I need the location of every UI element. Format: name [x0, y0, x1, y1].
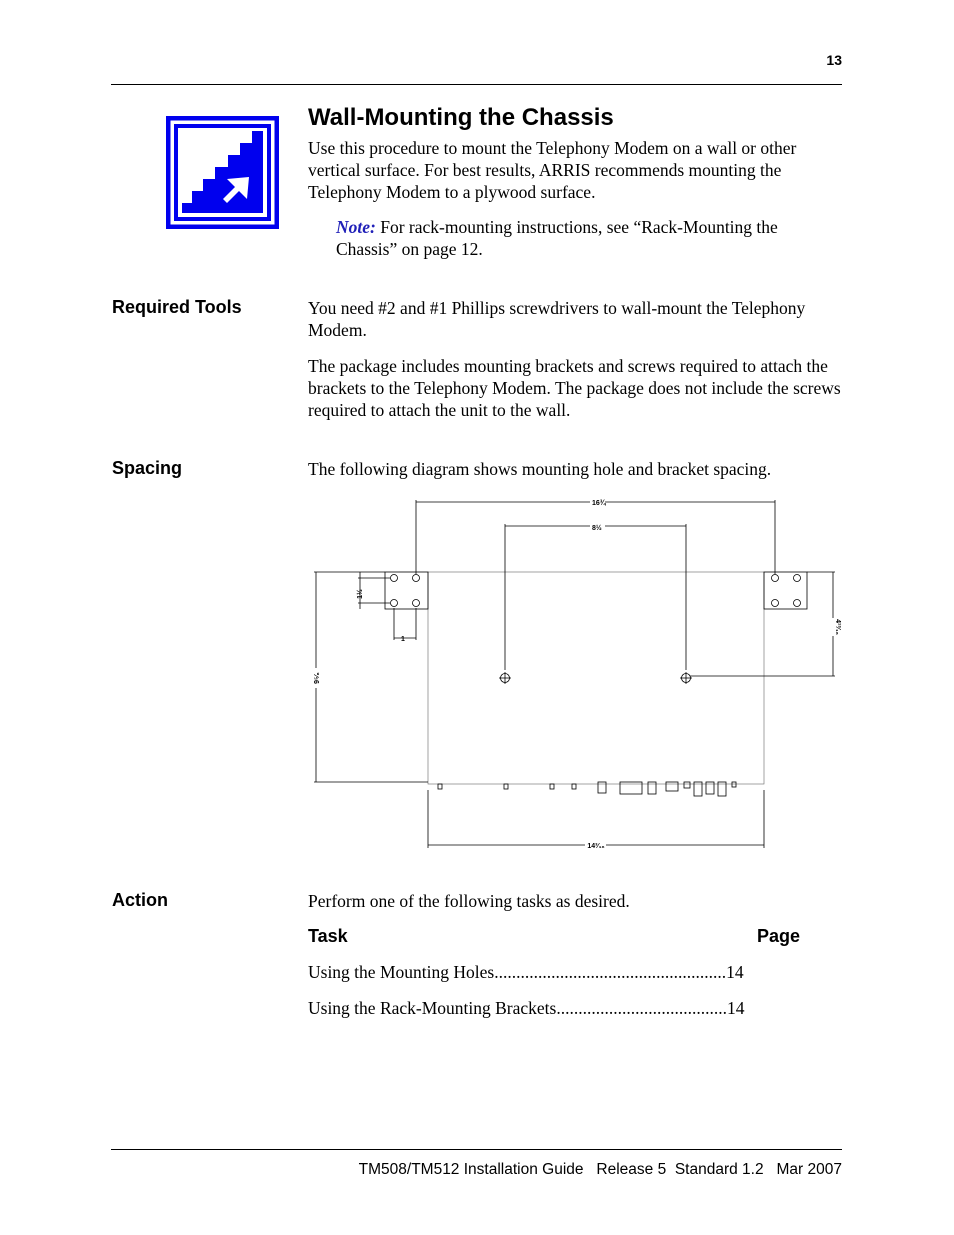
note-paragraph	[336, 216, 836, 260]
note-text: For rack-mounting instructions, see “Rack-Mounting the Chassis” on page 12.	[336, 217, 778, 259]
dim-hole-spacing: 8½	[592, 525, 602, 532]
stairs-arrow-icon	[166, 116, 279, 229]
table-row[interactable]	[308, 961, 778, 983]
intro-paragraph: Use this procedure to mount the Telephony Modem on a wall or other vertical surface. For best results, ARRIS recommends mounting the Telephony Modem to a plywood surface.	[308, 138, 797, 202]
footer-rule	[111, 1149, 842, 1150]
dim-right-height: 4¹³⁄₁₆	[834, 619, 841, 635]
section-title: Wall-Mounting the Chassis	[308, 104, 614, 131]
page-number: 13	[826, 52, 842, 68]
action-paragraph: Perform one of the following tasks as desired.	[308, 891, 630, 911]
spacing-heading: Spacing	[112, 458, 183, 478]
dim-bracket-width: 1	[401, 636, 405, 643]
dim-top-width: 16¾	[592, 500, 606, 507]
leader-dots: .....................................................	[494, 962, 727, 982]
task-page: 14	[726, 962, 744, 982]
mounting-diagram	[300, 490, 845, 855]
dim-bracket-height: 1½	[357, 589, 364, 599]
dim-bottom-width: 14³⁄₁₆	[587, 843, 605, 850]
dim-left-height: 9⁵⁄₈	[314, 672, 321, 684]
required-tools-paragraph-2: The package includes mounting brackets and screws required to attach the brackets to the Telephony Modem. The package does not include the screws required to attach the unit to the wall.	[308, 356, 841, 420]
footer-text: TM508/TM512 Installation Guide Release 5 Standard 1.2 Mar 2007	[358, 1161, 842, 1178]
table-header-task: Task	[308, 926, 348, 946]
table-row[interactable]	[308, 997, 778, 1019]
note-label: Note:	[336, 217, 376, 237]
leader-dots: .......................................	[556, 998, 727, 1018]
task-name: Using the Rack-Mounting Brackets	[308, 998, 557, 1018]
task-name: Using the Mounting Holes	[308, 962, 495, 982]
spacing-paragraph: The following diagram shows mounting hole and bracket spacing.	[308, 459, 772, 479]
required-tools-heading: Required Tools	[112, 297, 242, 317]
action-heading: Action	[112, 890, 168, 910]
table-header-page: Page	[757, 926, 801, 946]
header-rule	[111, 84, 842, 85]
required-tools-paragraph-1: You need #2 and #1 Phillips screwdrivers to wall-mount the Telephony Modem.	[308, 298, 806, 340]
task-page: 14	[726, 998, 745, 1018]
